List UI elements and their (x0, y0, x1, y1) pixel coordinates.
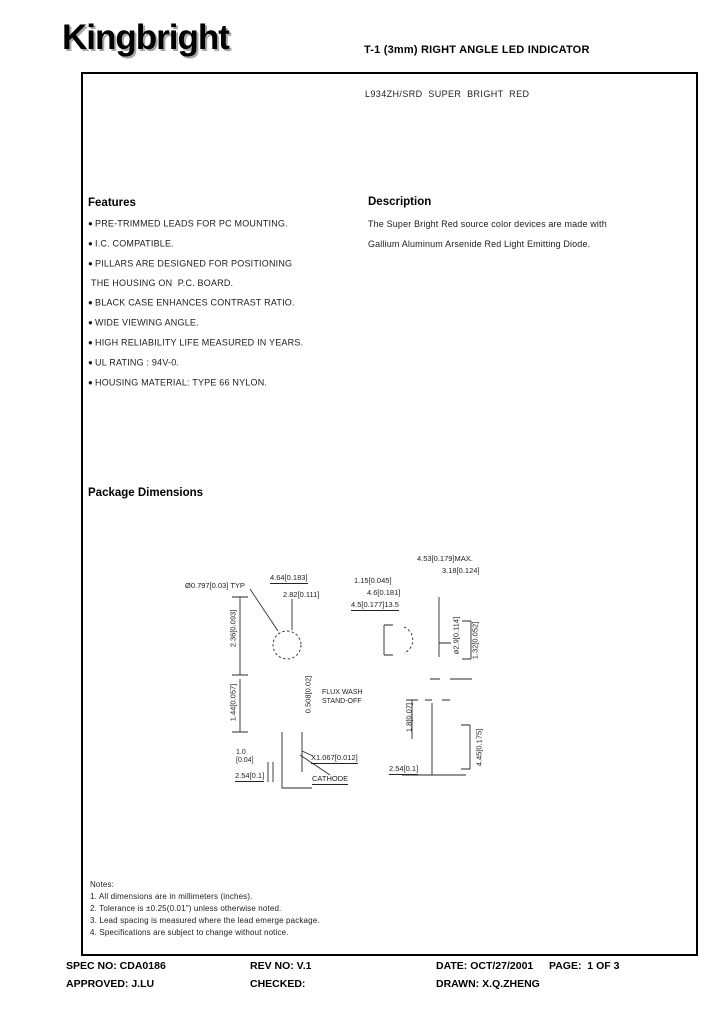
note-line: 4. Specifications are subject to change without notice. (90, 928, 289, 938)
dim-height-144: 1.44[0.057] (228, 683, 238, 722)
feature-item: ● I.C. COMPATIBLE. (88, 234, 303, 254)
dim-10-inch: [0.04] (236, 757, 254, 764)
footer-date: DATE: OCT/27/2001 (436, 960, 534, 972)
note-line: 3. Lead spacing is measured where the lead emerge package. (90, 916, 320, 926)
description-line: Gallium Aluminum Arsenide Red Light Emitting Diode. (368, 238, 591, 249)
bullet-icon: ● (88, 298, 94, 308)
bullet-icon: ● (88, 219, 94, 228)
bullet-icon: ● (88, 377, 94, 387)
dim-x1067: X1.067[0.012] (311, 753, 358, 762)
flux-wash-label-line1: FLUX WASH (322, 689, 363, 696)
notes-block (90, 879, 320, 939)
note-line: 2. Tolerance is ±0.25(0.01") unless otherwise noted. (90, 904, 282, 914)
features-heading: Features (88, 197, 136, 209)
dim-width-46: 4.6[0.181] (367, 588, 401, 597)
description-text (368, 215, 607, 254)
dim-diameter-typ: Ø0.797[0.03] TYP (185, 581, 245, 590)
footer-checked: CHECKED: (250, 978, 306, 990)
kingbright-logo: Kingbright (62, 18, 229, 57)
footer-drawn: DRAWN: X.Q.ZHENG (436, 978, 540, 990)
cathode-label: CATHODE (312, 774, 349, 783)
dim-width-282: 2.82[0.111] (283, 590, 320, 599)
dim-height-318: 3.18[0.124] (442, 566, 480, 575)
page-title: T-1 (3mm) RIGHT ANGLE LED INDICATOR (364, 44, 590, 56)
dim-lens-diameter-29: ø2.9[0.114] (451, 616, 461, 655)
feature-item: ● BLACK CASE ENHANCES CONTRAST RATIO. (88, 293, 303, 313)
front-view-lines (232, 589, 301, 732)
notes-title: Notes: (90, 880, 115, 889)
dim-width-115: 1.15[0.045] (354, 576, 392, 585)
dim-10-mm: 1.0 (236, 749, 246, 756)
feature-item: ● PILLARS ARE DESIGNED FOR POSITIONING (88, 254, 303, 274)
dim-height-236: 2.36[0.093] (228, 609, 238, 648)
feature-item: ● UL RATING : 94V-0. (88, 353, 303, 373)
features-list (88, 214, 303, 393)
dim-width-464: 4.64[0.183] (270, 573, 308, 582)
dim-height-445: 4.45[0.175] (474, 728, 484, 767)
part-number-line: L934ZH/SRD SUPER BRIGHT RED (365, 89, 530, 99)
dim-square-lead: 0.508[0.02] (303, 675, 313, 714)
feature-item: ● HIGH RELIABILITY LIFE MEASURED IN YEARS. (88, 333, 303, 353)
dim-height-453-max: 4.53[0.179]MAX. (417, 554, 473, 563)
dim-width-45: 4.5[0.177]13.5 (351, 600, 399, 609)
footer-rev-no: REV NO: V.1 (250, 960, 312, 972)
package-dimensions-drawing (180, 545, 505, 797)
flux-wash-label-line2: STAND-OFF (322, 698, 362, 705)
dim-pitch-254-left: 2.54[0.1] (235, 771, 265, 780)
feature-item: ● WIDE VIEWING ANGLE. (88, 313, 303, 333)
description-heading: Description (368, 196, 432, 208)
footer-page: PAGE: 1 OF 3 (549, 960, 620, 972)
feature-item-continuation: THE HOUSING ON P.C. BOARD. (91, 277, 234, 288)
bullet-icon: ● (88, 238, 94, 248)
footer-approved: APPROVED: J.LU (66, 978, 155, 990)
footer-spec-no: SPEC NO: CDA0186 (66, 960, 166, 972)
bullet-icon: ● (88, 337, 94, 347)
bullet-icon: ● (88, 258, 94, 268)
note-line: 1. All dimensions are in millimeters (inches). (90, 892, 253, 902)
dim-height-132: 1.32[0.052] (470, 621, 480, 660)
package-dimensions-heading: Package Dimensions (88, 487, 204, 499)
feature-item: ● HOUSING MATERIAL: TYPE 66 NYLON. (88, 373, 303, 393)
feature-item: ● PRE-TRIMMED LEADS FOR PC MOUNTING. (88, 214, 303, 234)
dim-pitch-254-right: 2.54[0.1] (389, 764, 419, 773)
description-line: The Super Bright Red source color devices are made with (368, 219, 607, 229)
bullet-icon: ● (88, 357, 94, 367)
dim-height-18: 1.8[0.07] (404, 702, 414, 733)
bullet-icon: ● (88, 318, 94, 328)
